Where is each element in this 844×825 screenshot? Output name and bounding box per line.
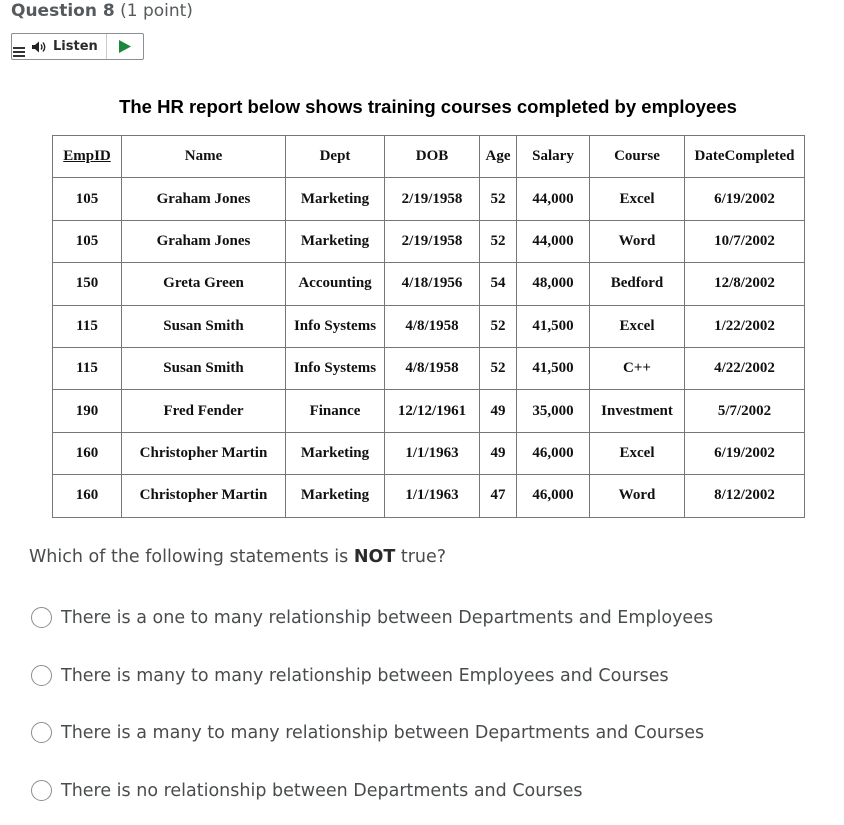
question-points: (1 point) <box>120 1 193 21</box>
table-cell: 2/19/1958 <box>385 220 480 262</box>
table-row <box>53 432 805 474</box>
table-cell: Word <box>590 475 685 517</box>
table-cell: 160 <box>53 432 122 474</box>
table-cell: Marketing <box>286 432 385 474</box>
table-cell: 52 <box>480 220 517 262</box>
column-header: Age <box>480 136 517 178</box>
table-cell: Excel <box>590 178 685 220</box>
table-cell: 115 <box>53 305 122 347</box>
table-cell: 2/19/1958 <box>385 178 480 220</box>
table-cell: 105 <box>53 178 122 220</box>
table-cell: Investment <box>590 390 685 432</box>
table-row <box>53 475 805 517</box>
prompt-text-end: true? <box>395 547 447 567</box>
table-row <box>53 347 805 389</box>
table-cell: Marketing <box>286 220 385 262</box>
table-cell: 41,500 <box>517 347 590 389</box>
table-cell: Marketing <box>286 475 385 517</box>
column-header: EmpID <box>53 136 122 178</box>
column-header: Dept <box>286 136 385 178</box>
table-cell: Susan Smith <box>122 347 286 389</box>
table-cell: Susan Smith <box>122 305 286 347</box>
answer-option-label: There is no relationship between Departments and Courses <box>61 780 583 801</box>
menu-icon <box>13 45 25 57</box>
table-cell: Christopher Martin <box>122 475 286 517</box>
table-cell: 46,000 <box>517 475 590 517</box>
table-cell: 46,000 <box>517 432 590 474</box>
table-cell: 49 <box>480 390 517 432</box>
answer-option-1[interactable] <box>31 607 713 628</box>
table-cell: 44,000 <box>517 178 590 220</box>
table-cell: 44,000 <box>517 220 590 262</box>
table-row <box>53 390 805 432</box>
listen-menu-button[interactable] <box>12 34 26 59</box>
table-row <box>53 220 805 262</box>
question-prompt <box>29 547 446 567</box>
answer-option-4[interactable] <box>31 780 583 801</box>
table-row <box>53 263 805 305</box>
table-cell: 6/19/2002 <box>685 432 805 474</box>
table-cell: 52 <box>480 347 517 389</box>
table-cell: Bedford <box>590 263 685 305</box>
table-cell: 52 <box>480 178 517 220</box>
table-cell: 160 <box>53 475 122 517</box>
table-cell: 4/8/1958 <box>385 305 480 347</box>
table-cell: 1/1/1963 <box>385 432 480 474</box>
table-cell: Info Systems <box>286 347 385 389</box>
prompt-text: Which of the following statements is <box>29 547 354 567</box>
table-cell: Excel <box>590 305 685 347</box>
answer-option-label: There is a one to many relationship between Departments and Employees <box>61 607 714 628</box>
question-header <box>11 1 193 21</box>
table-cell: Info Systems <box>286 305 385 347</box>
listen-label: Listen <box>53 39 98 54</box>
table-cell: Excel <box>590 432 685 474</box>
table-cell: Finance <box>286 390 385 432</box>
table-cell: Word <box>590 220 685 262</box>
table-cell: Marketing <box>286 178 385 220</box>
table-cell: 190 <box>53 390 122 432</box>
column-header: DateCompleted <box>685 136 805 178</box>
table-cell: 49 <box>480 432 517 474</box>
answer-option-label: There is a many to many relationship between Departments and Courses <box>61 722 705 743</box>
table-cell: 10/7/2002 <box>685 220 805 262</box>
table-cell: 54 <box>480 263 517 305</box>
table-cell: 47 <box>480 475 517 517</box>
table-cell: Accounting <box>286 263 385 305</box>
table-cell: Graham Jones <box>122 220 286 262</box>
table-cell: 48,000 <box>517 263 590 305</box>
table-cell: 12/8/2002 <box>685 263 805 305</box>
hr-report-table <box>52 135 805 518</box>
table-header-row <box>53 136 805 178</box>
listen-toolbar <box>11 33 144 60</box>
table-cell: 41,500 <box>517 305 590 347</box>
table-row <box>53 178 805 220</box>
prompt-emphasis: NOT <box>353 547 396 567</box>
table-cell: 1/1/1963 <box>385 475 480 517</box>
table-cell: Greta Green <box>122 263 286 305</box>
table-cell: 12/12/1961 <box>385 390 480 432</box>
table-row <box>53 305 805 347</box>
table-cell: 105 <box>53 220 122 262</box>
play-icon <box>119 40 131 53</box>
table-cell: 8/12/2002 <box>685 475 805 517</box>
question-title: Question 8 <box>11 1 115 21</box>
radio-button[interactable] <box>31 722 52 743</box>
listen-button[interactable] <box>26 34 107 59</box>
radio-button[interactable] <box>31 665 52 686</box>
speaker-icon <box>32 41 48 53</box>
play-button[interactable] <box>107 34 143 59</box>
column-header: Salary <box>517 136 590 178</box>
answer-option-3[interactable] <box>31 722 704 743</box>
column-header: DOB <box>385 136 480 178</box>
table-cell: C++ <box>590 347 685 389</box>
column-header: Name <box>122 136 286 178</box>
table-cell: 4/18/1956 <box>385 263 480 305</box>
answer-option-2[interactable] <box>31 665 669 686</box>
table-cell: Christopher Martin <box>122 432 286 474</box>
answer-option-label: There is many to many relationship between Employees and Courses <box>61 665 669 686</box>
table-cell: 6/19/2002 <box>685 178 805 220</box>
table-cell: 4/8/1958 <box>385 347 480 389</box>
table-cell: 52 <box>480 305 517 347</box>
table-cell: Graham Jones <box>122 178 286 220</box>
table-cell: 4/22/2002 <box>685 347 805 389</box>
radio-button[interactable] <box>31 780 52 801</box>
radio-button[interactable] <box>31 607 52 628</box>
column-header: Course <box>590 136 685 178</box>
table-cell: 150 <box>53 263 122 305</box>
table-cell: 5/7/2002 <box>685 390 805 432</box>
report-title: The HR report below shows training courses completed by employees <box>119 96 737 117</box>
table-cell: 115 <box>53 347 122 389</box>
table-cell: 35,000 <box>517 390 590 432</box>
table-cell: 1/22/2002 <box>685 305 805 347</box>
table-cell: Fred Fender <box>122 390 286 432</box>
